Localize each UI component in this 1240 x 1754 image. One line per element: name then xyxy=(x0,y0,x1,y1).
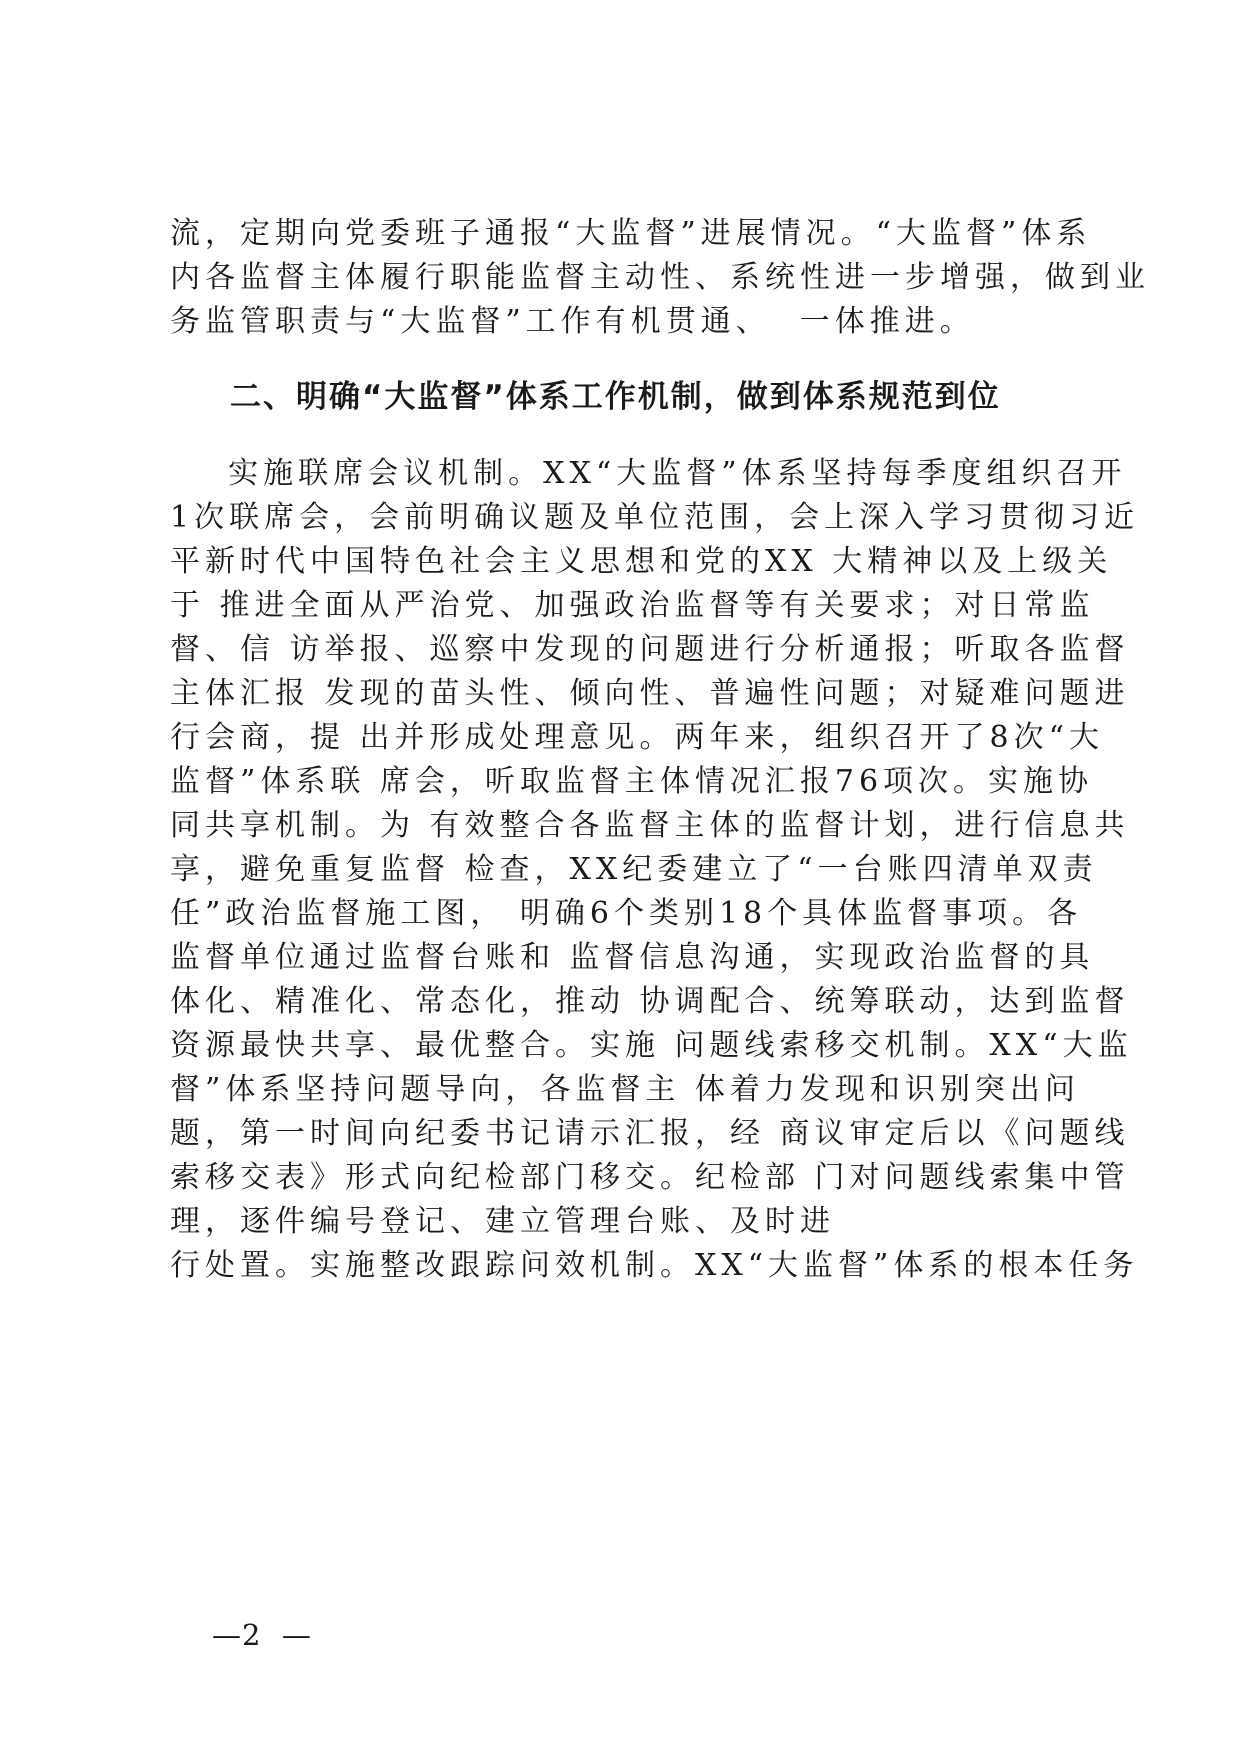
text-line: 流，定期向党委班子通报“大监督”进展情况。“大监督”体系 xyxy=(170,216,1092,251)
text-line: 督、信 访举报、巡察中发现的问题进行分析通报；听取各监督 xyxy=(170,632,1130,667)
text-line: 任”政治监督施工图， 明确6个类别18个具体监督事项。各 xyxy=(170,896,1083,931)
text-line: 同共享机制。为 有效整合各监督主体的监督计划，进行信息共 xyxy=(170,808,1130,843)
text-line: 监督单位通过监督台账和 监督信息沟通，实现政治监督的具 xyxy=(170,940,1095,975)
text-line: 于 推进全面从严治党、加强政治监督等有关要求；对日常监 xyxy=(170,588,1095,623)
main-paragraph xyxy=(170,452,1140,1288)
text-line: 索移交表》形式向纪检部门移交。纪检部 门对问题线索集中管 xyxy=(170,1160,1130,1195)
intro-paragraph xyxy=(170,212,1150,344)
text-line: 题，第一时间向纪委书记请示汇报，经 商议审定后以《问题线 xyxy=(170,1116,1130,1151)
page-number: —2 — xyxy=(212,1618,312,1652)
text-line: 理，逐件编号登记、建立管理台账、及时进 xyxy=(170,1204,835,1239)
text-line: 监督”体系联 席会，听取监督主体情况汇报76项次。实施协 xyxy=(170,764,1094,799)
text-line: 平新时代中国特色社会主义思想和党的XX 大精神以及上级关 xyxy=(170,544,1113,579)
text-line: 务监管职责与“大监督”工作有机贯通、 一体推进。 xyxy=(170,304,975,339)
text-line: 行会商，提 出并形成处理意见。两年来，组织召开了8次“大 xyxy=(170,720,1104,755)
text-line: 行处置。实施整改跟踪问效机制。XX“大监督”体系的根本任务 xyxy=(170,1248,1139,1283)
section-heading: 二、明确“大监督”体系工作机制，做到体系规范到位 xyxy=(230,379,1001,415)
text-line: 享，避免重复监督 检查，XX纪委建立了“一台账四清单双责 xyxy=(170,852,1098,887)
text-line: 1次联席会，会前明确议题及单位范围，会上深入学习贯彻习近 xyxy=(170,500,1140,535)
text-line: 资源最快共享、最优整合。实施 问题线索移交机制。XX“大监 xyxy=(170,1028,1133,1063)
text-line: 体化、精准化、常态化，推动 协调配合、统筹联动，达到监督 xyxy=(170,984,1130,1019)
text-line: 实施联席会议机制。XX“大监督”体系坚持每季度组织召开 xyxy=(170,456,1127,491)
text-line: 主体汇报 发现的苗头性、倾向性、普遍性问题；对疑难问题进 xyxy=(170,676,1130,711)
text-line: 内各监督主体履行职能监督主动性、系统性进一步增强，做到业 xyxy=(170,260,1150,295)
text-line: 督”体系坚持问题导向，各监督主 体着力发现和识别突出问 xyxy=(170,1072,1080,1107)
